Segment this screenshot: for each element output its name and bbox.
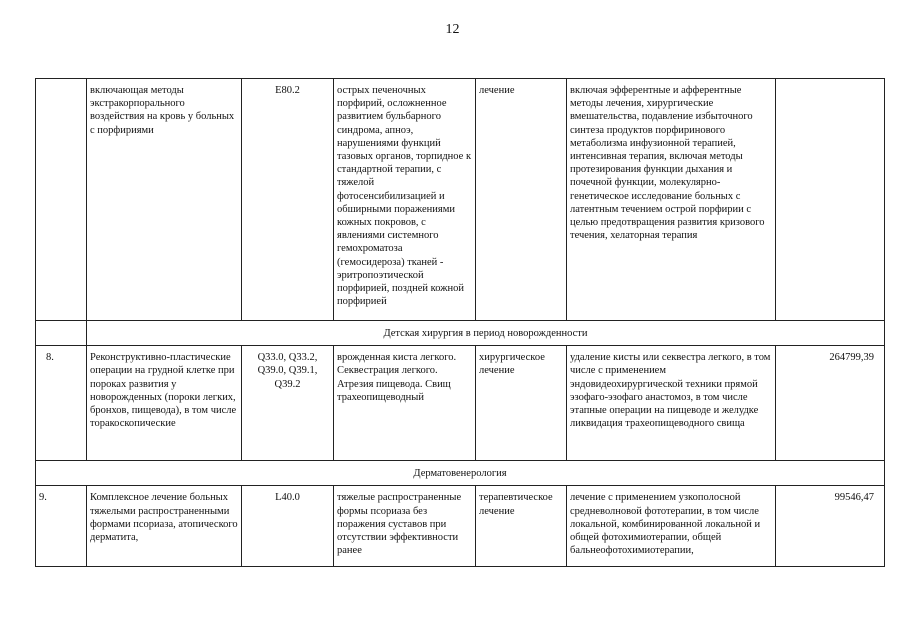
treatment-type: хирургическое лечение <box>476 346 567 461</box>
table-row <box>36 346 885 461</box>
row-number: 9. <box>36 486 87 567</box>
table-row <box>36 79 885 321</box>
icd-codes: E80.2 <box>242 79 334 321</box>
section-spacer <box>36 321 87 346</box>
patient-model: врожденная киста легкого. Секвестрация легкого. Атрезия пищевода. Свищ трахеопищеводный <box>334 346 476 461</box>
service-name: Реконструктивно-пластические операции на грудной клетке при пороках развития у новорожденных (пороки легких, бронхов, пищевода), в том числе торакоскопические <box>87 346 242 461</box>
treatment-method: удаление кисты или секвестра легкого, в том числе с применением эндовидеохирургической техники прямой эзофаго-эзофаго анастомоз, в том числе этапные операции на пищеводе и желудке ликвидация трахеопищеводного свища <box>567 346 776 461</box>
section-title: Дерматовенерология <box>36 461 885 486</box>
service-name: Комплексное лечение больных тяжелыми распространенными формами псориаза, атопического дерматита, <box>87 486 242 567</box>
icd-codes: L40.0 <box>242 486 334 567</box>
treatment-type: терапевтическое лечение <box>476 486 567 567</box>
row-number: 8. <box>36 346 87 461</box>
table-row <box>36 486 885 567</box>
treatment-type: лечение <box>476 79 567 321</box>
section-title: Детская хирургия в период новорожденности <box>87 321 885 346</box>
price <box>776 79 885 321</box>
page-number: 12 <box>445 22 460 37</box>
price: 264799,39 <box>776 346 885 461</box>
section-row <box>36 321 885 346</box>
row-number <box>36 79 87 321</box>
patient-model: острых печеночных порфирий, осложненное развитием бульбарного синдрома, апноэ, нарушениями функций тазовых органов, торпидное к стандартной терапии, с тяжелой фотосенсибилизацией и обширными поражениями кожных покровов, с явлениями системного гемохроматоза (гемосидероза) тканей - эритропоэтической порфирией, поздней кожной порфирией <box>334 79 476 321</box>
treatment-method: лечение с применением узкополосной средневолновой фототерапии, в том числе локальной, комбинированной локальной и общей фотохимиотерапии, общей бальнеофотохимиотерапии, <box>567 486 776 567</box>
services-table <box>35 78 885 567</box>
icd-codes: Q33.0, Q33.2, Q39.0, Q39.1, Q39.2 <box>242 346 334 461</box>
service-name: включающая методы экстракорпорального воздействия на кровь у больных с порфириями <box>87 79 242 321</box>
patient-model: тяжелые распространенные формы псориаза без поражения суставов при отсутствии эффективности ранее <box>334 486 476 567</box>
section-row <box>36 461 885 486</box>
price: 99546,47 <box>776 486 885 567</box>
treatment-method: включая эфферентные и афферентные методы лечения, хирургические вмешательства, подавление избыточного синтеза продуктов порфиринового метаболизма инфузионной терапией, интенсивная терапия, включая методы протезирования функции дыхания и почечной функции, молекулярно-генетическое исследование больных с латентным течением острой порфирии с целью предотвращения развития кризового течения, хелаторная терапия <box>567 79 776 321</box>
